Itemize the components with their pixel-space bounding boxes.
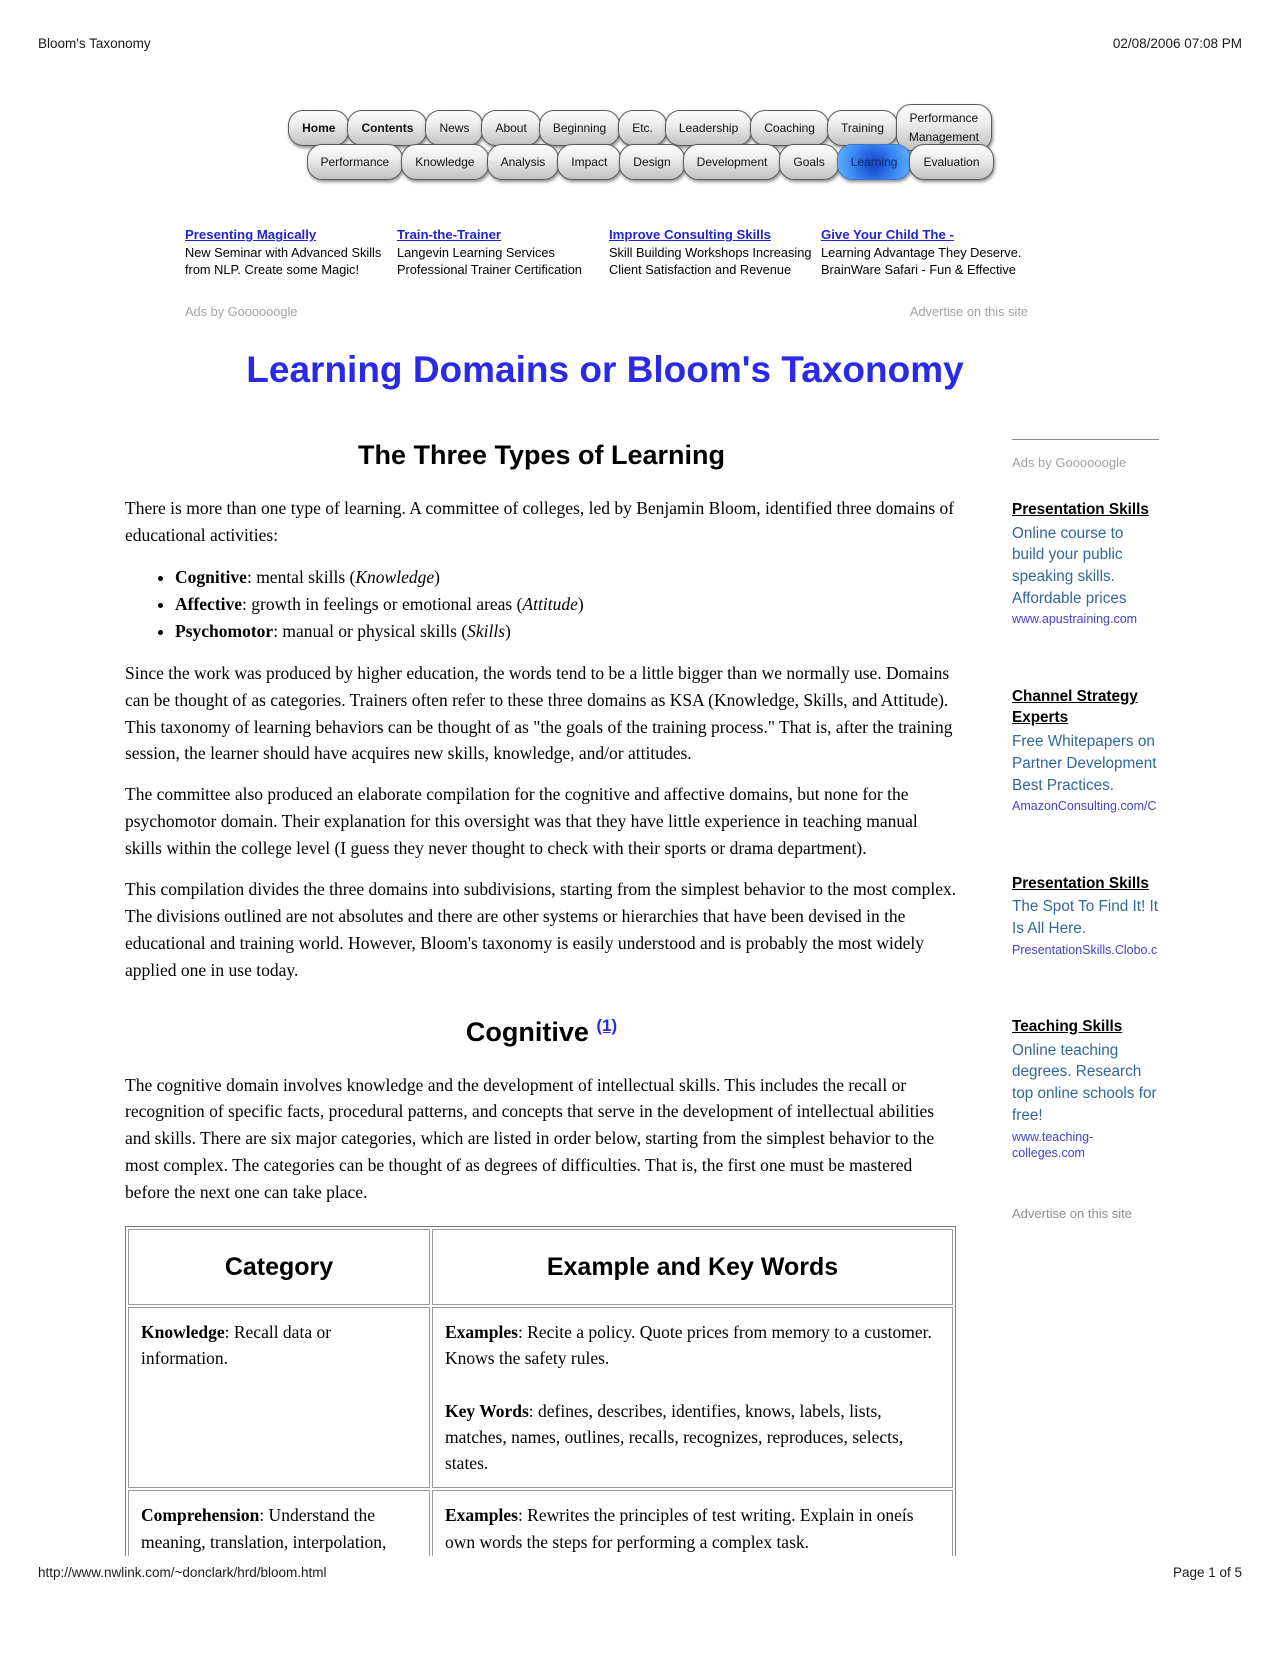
ads-by-google-link[interactable]: Ads by Goooooogle [185,304,298,320]
cell-example-comprehension [432,1490,953,1556]
nav-row-2 [255,144,1045,180]
nav-button-evaluation[interactable]: Evaluation [909,144,993,180]
nav-button-learning-active[interactable]: Learning [837,144,912,180]
sidebar-ad-3 [1012,873,1159,958]
cell-term: Knowledge [141,1322,225,1343]
nav-button-about[interactable]: About [481,110,540,146]
sidebar-ad-1-url[interactable]: www.apustraining.com [1012,612,1138,627]
header-category: Category [128,1229,430,1305]
paragraph-ksa: Since the work was produced by higher education, the words tend to be a little bigger than we normally use. Domains can be thought of as categories. Trainers often refer to these three domains as KSA (Knowledge, Skills, and Attitude). This taxonomy of learning behaviors can be thought of as "the goals of the training process." That is, after the training session, the learner should have acquires new skills, knowledge, and/or attitudes. [125,662,953,764]
top-ad-1-link[interactable]: Presenting Magically [185,227,317,243]
sidebar-ad-1-body: Online course to build your public speaking skills. Affordable prices [1012,524,1127,607]
advertise-link[interactable]: Advertise on this site [909,304,1028,320]
nav-button-development[interactable]: Development [683,144,782,180]
examples-label: Examples [445,1322,518,1343]
nav-button-contents[interactable]: Contents [347,110,427,146]
cell-category-knowledge [128,1307,430,1488]
print-header [38,36,1242,51]
bullet-term: Cognitive [175,566,247,587]
sidebar-ad-4-body: Online teaching degrees. Research top online schools for free! [1012,1041,1157,1124]
bullet-em: Attitude [522,593,578,614]
page-title: Learning Domains or Bloom's Taxonomy [246,349,964,391]
sidebar-ad-2-url[interactable]: AmazonConsulting.com/C [1012,799,1157,814]
cell-category-comprehension [128,1490,430,1556]
ads-meta-row [185,304,1028,319]
bullet-term: Psychomotor [175,620,274,641]
sidebar-ad-3-url[interactable]: PresentationSkills.Clobo.c [1012,942,1158,957]
bullet-end: ) [577,593,584,614]
top-ad-4 [821,226,1028,278]
top-ad-3 [609,226,816,278]
cognitive-heading-text: Cognitive [465,1016,589,1047]
top-ad-1-body: New Seminar with Advanced Skills from NLP. Create some Magic! [185,244,382,277]
keywords-paragraph [445,1398,940,1477]
bullet-em: Skills [467,620,506,641]
top-ad-1 [185,226,392,278]
bullet-term: Affective [175,593,243,614]
paragraph-committee: The committee also produced an elaborate compilation for the cognitive and affective domains, but none for the psychomotor domain. Their explanation for this oversight was that they have little experience in teaching manual skills within the college level (I guess they never thought to check with their sports or drama department). [125,784,918,859]
category-table-region [125,1226,958,1556]
sidebar-ads [1012,431,1159,1556]
top-ad-2-link[interactable]: Train-the-Trainer [397,227,502,243]
nav-button-performance-management[interactable]: Performance Management [896,104,992,151]
top-ad-2 [397,226,604,278]
nav-button-beginning[interactable]: Beginning [539,110,620,146]
print-header-datetime: 02/08/2006 07:08 PM [1112,36,1242,51]
nav-button-goals[interactable]: Goals [779,144,838,180]
bullet-end: ) [505,620,511,641]
top-ad-3-body: Skill Building Workshops Increasing Client Satisfaction and Revenue [609,244,812,277]
bullet-text: : manual or physical skills ( [273,620,468,641]
site-nav [245,0,1035,180]
nav-button-knowledge[interactable]: Knowledge [401,144,488,180]
nav-button-leadership[interactable]: Leadership [665,110,752,146]
print-footer [38,1565,1242,1580]
nav-button-training[interactable]: Training [827,110,898,146]
table-row [128,1307,953,1488]
sidebar-ad-2-link[interactable]: Channel Strategy Experts [1012,687,1138,727]
table-row [128,1490,953,1556]
cell-text: : Recall data or information. [141,1322,332,1369]
cell-example-knowledge [432,1307,953,1488]
sidebar-ad-2-body: Free Whitepapers on Partner Development Best Practices. [1012,733,1157,794]
sidebar-ads-by-link[interactable]: Ads by Goooooogle [1012,455,1127,471]
examples-paragraph [445,1319,940,1372]
top-ad-strip [185,226,1045,278]
print-footer-url: http://www.nwlink.com/~donclark/hrd/bloom.html [38,1565,327,1580]
nav-button-analysis[interactable]: Analysis [487,144,560,180]
paragraph-intro: There is more than one type of learning. A committee of colleges, led by Benjamin Bloom, identified three domains of educational activities: [125,497,955,545]
header-example-keywords: Example and Key Words [432,1229,953,1305]
cell-term: Comprehension [141,1505,260,1526]
nav-button-home[interactable]: Home [288,110,349,146]
examples-label: Examples [445,1505,518,1526]
bullet-end: ) [434,566,440,587]
nav-button-news[interactable]: News [425,110,483,146]
section-heading-three-types: The Three Types of Learning [357,440,726,471]
bullet-text: : mental skills ( [246,566,356,587]
bullet-cognitive [175,564,958,591]
main-column [125,431,958,1556]
keywords-text: : defines, describes, identifies, knows, labels, lists, matches, names, outlines, recalls, recognizes, reproduces, selects, states. [445,1400,904,1474]
sidebar-ad-4-url[interactable]: www.teaching-colleges.com [1012,1129,1094,1160]
sidebar-ad-3-link[interactable]: Presentation Skills [1012,874,1149,892]
top-ad-4-body: Learning Advantage They Deserve. BrainWare Safari - Fun & Effective [821,244,1022,277]
content-columns [125,431,1280,1556]
top-ad-3-link[interactable]: Improve Consulting Skills [609,227,771,243]
sidebar-ad-2 [1012,686,1159,815]
print-header-title: Bloom's Taxonomy [38,36,151,51]
sidebar-ad-1-link[interactable]: Presentation Skills [1012,500,1149,518]
sidebar-ad-4-link[interactable]: Teaching Skills [1012,1017,1123,1035]
bullet-em: Knowledge [355,566,435,587]
bullet-text: : growth in feelings or emotional areas ( [242,593,523,614]
section-heading-cognitive [125,1012,958,1054]
table-header-row [128,1229,953,1305]
nav-button-performance[interactable]: Performance [307,144,404,180]
sidebar-ad-4 [1012,1016,1159,1161]
paragraph-compilation: This compilation divides the three domains into subdivisions, starting from the simplest behavior to the most complex. The divisions outlined are not absolutes and there are other systems or hierarchies that have been devised in the educational and training world. However, Bloom's taxonomy is easily understood and is probably the most widely applied one in use today. [125,879,957,981]
examples-paragraph [445,1502,940,1555]
sidebar-ad-1 [1012,499,1159,628]
keywords-label: Key Words [445,1400,529,1421]
nav-button-etc[interactable]: Etc. [618,110,667,146]
domains-bullet-list [125,564,958,645]
sidebar-advertise-link[interactable]: Advertise on this site [1012,1206,1132,1222]
top-ad-2-body: Langevin Learning Services Professional Trainer Certification [397,244,582,277]
sidebar-ad-3-body: The Spot To Find It! It Is All Here. [1012,898,1158,937]
print-footer-page: Page 1 of 5 [1172,1565,1242,1580]
nav-button-impact[interactable]: Impact [557,144,621,180]
top-ad-4-link[interactable]: Give Your Child The - [821,227,954,243]
bullet-affective [175,591,958,618]
category-table [125,1226,956,1556]
examples-text: : Rewrites the principles of test writing. Explain in oneís own words the steps for performing a complex task. [445,1505,914,1552]
bullet-psychomotor [175,618,958,645]
paragraph-cognitive-intro: The cognitive domain involves knowledge and the development of intellectual skills. This includes the recall or recognition of specific facts, procedural patterns, and concepts that serve in the development of intellectual abilities and skills. There are six major categories, which are listed in order below, starting from the simplest behavior to the most complex. The categories can be thought of as degrees of difficulties. That is, the first one must be mastered before the next one can take place. [125,1074,935,1203]
nav-button-coaching[interactable]: Coaching [750,110,829,146]
examples-text: : Recite a policy. Quote prices from memory to a customer. Knows the safety rules. [445,1322,932,1369]
nav-button-design[interactable]: Design [619,144,684,180]
sidebar-divider [1012,439,1159,440]
cell-text: : Understand the meaning, translation, interpolation, [141,1505,387,1552]
cognitive-footnote-link[interactable]: (1) [596,1015,618,1035]
